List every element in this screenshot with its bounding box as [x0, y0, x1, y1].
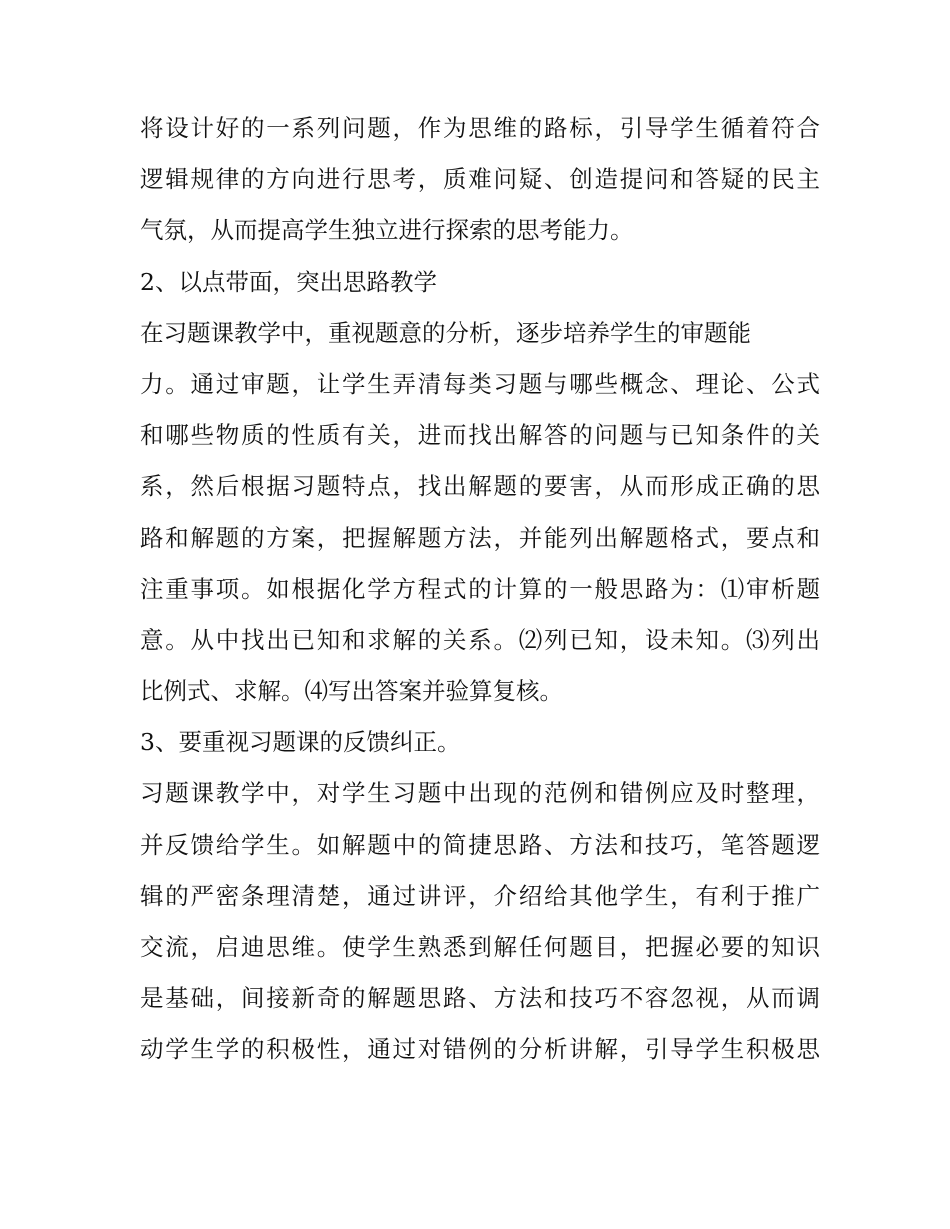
section-heading: 2、以点带面，突出思路教学 [140, 267, 437, 296]
paragraph-line: 将设计好的一系列问题，作为思维的路标，引导学生循着符合 [140, 114, 820, 142]
section-heading: 3、要重视习题课的反馈纠正。 [140, 728, 461, 757]
paragraph-line: 意。从中找出已知和求解的关系。⑵列已知，设未知。⑶列出 [140, 625, 820, 654]
paragraph-line: 动学生学的积极性，通过对错例的分析讲解，引导学生积极思 [140, 1035, 820, 1064]
paragraph-line: 路和解题的方案，把握解题方法，并能列出解题格式，要点和 [140, 523, 820, 552]
paragraph-line: 习题课教学中，对学生习题中出现的范例和错例应及时整理， [140, 779, 820, 808]
paragraph-line: 在习题课教学中，重视题意的分析，逐步培养学生的审题能 [140, 318, 751, 347]
paragraph-line: 注重事项。如根据化学方程式的计算的一般思路为：⑴审析题 [140, 574, 820, 603]
paragraph-line: 交流，启迪思维。使学生熟悉到解任何题目，把握必要的知识 [140, 933, 820, 961]
paragraph-line: 辑的严密条理清楚，通过讲评，介绍给其他学生，有利于推广 [140, 881, 820, 910]
paragraph-line: 和哪些物质的性质有关，进而找出解答的问题与已知条件的关 [140, 421, 820, 450]
paragraph-line: 并反馈给学生。如解题中的简捷思路、方法和技巧，笔答题逻 [140, 830, 820, 859]
paragraph-line: 是基础，间接新奇的解题思路、方法和技巧不容忽视，从而调 [140, 984, 820, 1013]
paragraph-line: 逻辑规律的方向进行思考，质难问疑、创造提问和答疑的民主 [140, 165, 820, 194]
paragraph-line: 力。通过审题，让学生弄清每类习题与哪些概念、理论、公式 [140, 369, 820, 398]
paragraph-line: 气氛，从而提高学生独立进行探索的思考能力。 [140, 216, 634, 245]
paragraph-line: 比例式、求解。⑷写出答案并验算复核。 [140, 677, 563, 706]
paragraph-line: 系，然后根据习题特点，找出解题的要害，从而形成正确的思 [140, 472, 820, 501]
document-body [140, 103, 820, 1076]
